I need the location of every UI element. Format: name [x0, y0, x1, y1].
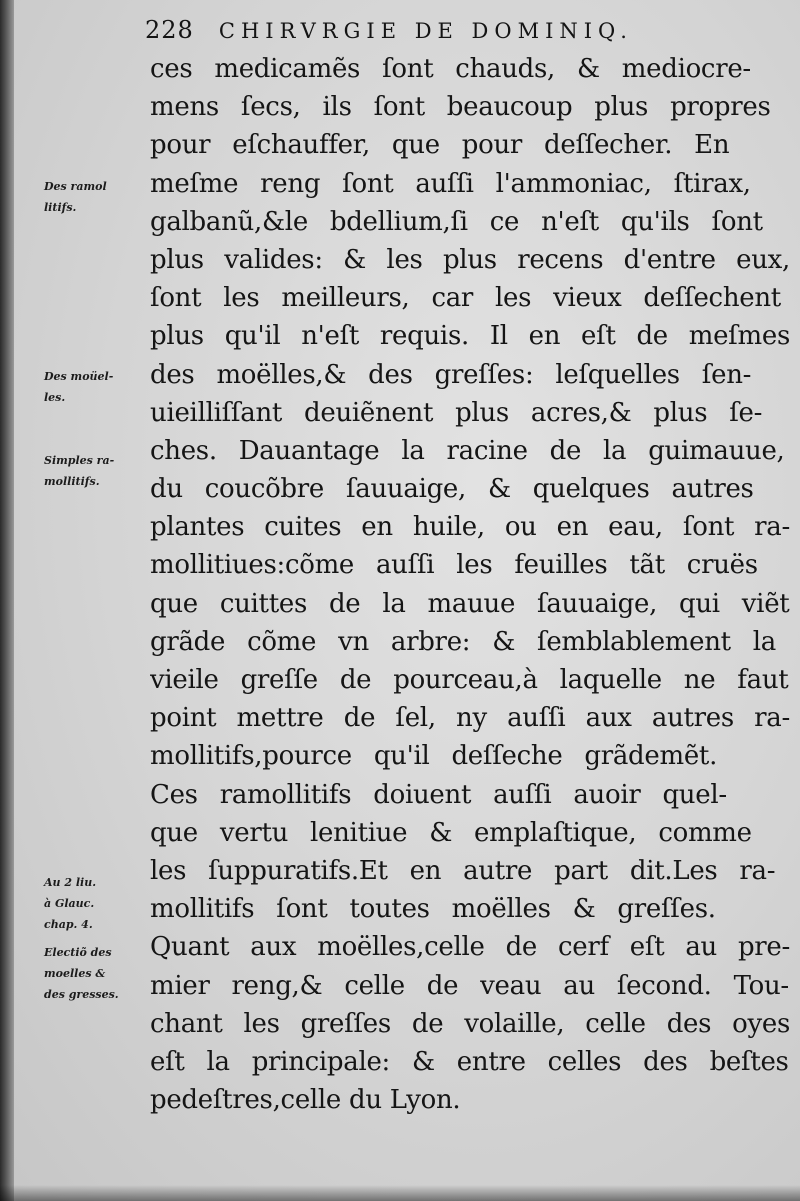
text-line: mollitifs,pource qu'il deſſeche grãdemẽt. — [150, 741, 718, 772]
text-line: galbanũ,&le bdellium,ſi ce n'eſt qu'ils ſont — [150, 206, 763, 237]
margin-note-reference — [44, 872, 148, 935]
text-line: que vertu lenitiue & emplaſtique, comme — [150, 817, 752, 848]
page-header — [145, 16, 785, 50]
margin-note-ramollitifs — [44, 176, 148, 218]
text-line: ches. Dauantage la racine de la guimauue, — [150, 435, 785, 466]
text-line: du coucõbre ſauuaige, & quelques autres — [150, 474, 754, 505]
running-head: CHIRVRGIE DE DOMINIQ. — [218, 19, 633, 43]
margin-note-line: les. — [44, 391, 66, 404]
text-line: ces medicamẽs ſont chauds, & mediocre- — [150, 54, 751, 84]
text-line: pedeſtres,celle du Lyon. — [150, 1085, 461, 1116]
text-line: plus qu'il n'eſt requis. Il en eſt de meſmes — [150, 321, 790, 352]
text-line: uieilliſſant deuiẽnent plus acres,& plus ſe- — [150, 397, 763, 428]
text-line: des moëlles,& des greſſes: leſquelles ſen- — [150, 359, 752, 390]
margin-note-simples-ramollitifs — [44, 450, 148, 492]
margin-note-line: Electiõ des — [44, 946, 112, 959]
text-line: chant les greſſes de volaille, celle des oyes — [150, 1008, 790, 1039]
margin-note-line: litifs. — [44, 201, 77, 214]
text-line: point mettre de ſel, ny auſſi aux autres ra- — [150, 703, 790, 734]
text-line: ſont les meilleurs, car les vieux deſſechent — [150, 283, 781, 314]
text-line: pour eſchauffer, que pour deſſecher. En — [150, 130, 730, 161]
margin-note-line: moelles & — [44, 967, 106, 980]
margin-note-line: Des ramol — [44, 180, 107, 193]
text-line: Ces ramollitifs doiuent auſſi auoir quel- — [150, 779, 727, 810]
text-line: eſt la principale: & entre celles des beſtes — [150, 1046, 789, 1077]
text-line: grãde cõme vn arbre: & ſemblablement la — [150, 626, 776, 657]
text-line: vieile greſſe de pourceau,à laquelle ne faut — [150, 665, 789, 695]
text-line: mier reng,& celle de veau au ſecond. Tou- — [150, 970, 789, 1001]
text-line: que cuittes de la mauue ſauuaige, qui viẽt — [150, 588, 790, 619]
margin-note-line: mollitifs. — [44, 475, 100, 488]
page-number: 228 — [145, 16, 194, 44]
margin-note-line: chap. 4. — [44, 918, 93, 931]
page-bottom-shadow — [0, 1185, 800, 1201]
page-gutter-shadow — [0, 0, 14, 1201]
text-line: plantes cuites en huile, ou en eau, ſont ra- — [150, 512, 790, 543]
margin-note-line: Simples ra- — [44, 454, 115, 467]
margin-note-moelles — [44, 366, 148, 408]
text-line: les ſuppuratifs.Et en autre part dit.Les ra- — [150, 855, 776, 886]
margin-note-line: Des moüel- — [44, 370, 114, 383]
text-line: plus valides: & les plus recens d'entre eux, — [150, 244, 790, 275]
text-line: mens ſecs, ils ſont beaucoup plus propres — [150, 92, 771, 123]
text-line: mollitifs ſont toutes moëlles & greſſes. — [150, 894, 716, 925]
margin-note-line: des gresses. — [44, 988, 119, 1001]
main-text-block — [150, 50, 790, 1119]
text-line: meſme reng ſont auſſi l'ammoniac, ſtirax, — [150, 168, 751, 199]
margin-note-election — [44, 942, 148, 1005]
margin-note-line: Au 2 liu. — [44, 876, 97, 889]
text-line: mollitiues:cõme auſſi les feuilles tãt cruës — [150, 550, 758, 581]
text-line: Quant aux moëlles,celle de cerf eſt au pre- — [150, 932, 790, 963]
margin-note-line: à Glauc. — [44, 897, 95, 910]
